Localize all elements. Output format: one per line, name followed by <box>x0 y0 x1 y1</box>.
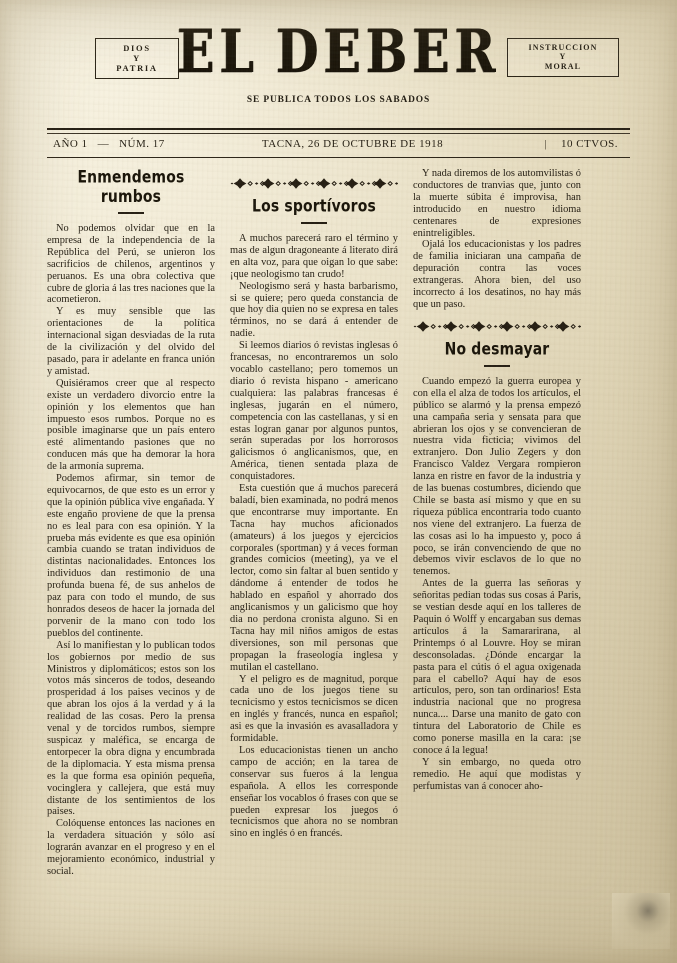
article-paragraph: Así lo manifiestan y lo publican todos los gobiernos por medio de sus Ministros y diplomáticos; estos son los votos más sinceros de todos, deseando prosperidad á los paises vecinos y de que abran los ojos á la verdad y á la realidad de las cosas. Pero la prensa venal y de torcidos rumbos, siempre suspicaz y maléfica, se encarga de entorpecer la obra digna y encumbrada de la diplomacia. Y esta misma prensa es la que forma esa opinión pequeña, vocinglera y callejera, que está muy distante de los sentimientos de los paises. <box>47 639 215 818</box>
article-paragraph: Podemos afirmar, sin temor de equivocarnos, de que esto es un error y que la opinión pública vive engañada. Y este engaño proviene de que la prensa no es leal para con esa opinión. Y la prueba más evidente es que esa opinión cambia cuando se tratan individuos de distintas nacionalidades. Entonces los individuos dan restimonio de una profunda buena fé, de sus anhelos de paz para con todo el mundo, de sus honrados deseos de hacer la jornada del porvenir de la mano con todo los pueblos del continente. <box>47 473 215 639</box>
column-1 <box>47 168 215 928</box>
article-paragraph: A muchos parecerá raro el término y mas de algun dragoneante á literato dirá en alta voz, para que oigan lo que sabe: ¡que neologismo tan crudo! <box>230 233 398 280</box>
newspaper-title <box>176 15 501 87</box>
article-paragraph: Colóquense entonces las naciones en la verdadera situación y sólo así lograrán avanzar en el progreso y en el mejoramiento económico, industrial y social. <box>47 818 215 877</box>
article-paragraph: Si leemos diarios ó revistas inglesas ó francesas, no encontraremos un solo vocablo castellano; pero tomemos un diario ó revista hispano - americano cualquiera: las palabras francesas é inglesas, jugarán en el número, competencia con las castellanas, y si en estas logran ganar por algunos puntos, serán superadas por los horrorosos galicismos ó anglicanismos, que, en América, tienen sentada plaza de conquistadores. <box>230 340 398 483</box>
dateline-bar <box>47 128 630 158</box>
ornamental-divider-icon <box>413 320 581 333</box>
dateline-rule-top <box>47 128 630 130</box>
article-title-no-desmayar: No desmayar <box>444 339 550 359</box>
article-paragraph: Y sin embargo, no queda otro remedio. He aquí que modistas y perfumistas van á conocer aho- <box>413 756 581 792</box>
motto-left-line-2: Y <box>133 53 141 64</box>
article-paragraph: Y es muy sensible que las orientaciones de la política internacional sigan desviadas de la ruta de la civilización y del olvido del pasado, para ir adelante en franca unión y amistad. <box>47 306 215 377</box>
article-paragraph: Ojalá los educacionistas y los padres de familia iniciaran una campaña de depuración contra las voces extrangeras. Ahora bien, del uso incorrecto á los desatinos, no hay más que un paso. <box>413 239 581 310</box>
title-word-1: EL <box>176 15 259 87</box>
motto-right-line-3: MORAL <box>544 61 582 71</box>
article-paragraph: Cuando empezó la guerra europea y con ella el alza de todos los artículos, el público se alarmó y la prensa empezó una campaña seria y sensata para que abrieran los ojos y se convencieran de nuestra vida ficticia; vivimos del extranjero. Don Julio Zegers y don Francisco Valdez Vergara rompieron lanza en ristre en favor de la industria y de las buenas costumbres, diciendo que Chile se basta así mismo y que en su riqueza pública encontraria todo cuanto nos viene del extranjero. La fuerza de las cosas asi lo ha impuesto y, poco á poco, se irán convenciendo de que no debemos vivir esclavos de lo que no tenemos. <box>413 375 581 578</box>
article-title-los-sportivoros: Los sportívoros <box>251 196 376 216</box>
title-underdash <box>301 222 327 224</box>
issue-price: 10 CTVOS. <box>560 137 618 150</box>
issue-place-date: TACNA, 26 DE OCTUBRE DE 1918 <box>261 137 444 150</box>
column-3 <box>413 168 581 928</box>
article-paragraph: Y el peligro es de magnitud, porque cada uno de los juegos tiene su tecnicismo y estos tecnicismos se dicen en inglés y francés, nunca en español; asi es que la invasión es avasalladora y formidable. <box>230 673 398 745</box>
article-paragraph: Los educacionistas tienen un ancho campo de acción; en la tarea de conservar sus fueros á la lengua española. A ellos les corresponde enseñar los vocablos ó frases con que se pueden expresar los juegos ó tecnicismos que ahora no se nombran sino en inglés ó en francés. <box>230 744 398 840</box>
article-columns <box>47 168 630 928</box>
article-paragraph: Neologismo será y hasta barbarismo, si se quiere; pero queda constancia de que hoy dia quien no se expresa en tales términos, no se dará á entender de nadie. <box>230 280 398 340</box>
title-word-2: DEBER <box>275 15 501 87</box>
motto-left-line-1: DIOS <box>123 43 151 53</box>
motto-left-line-3: PATRIA <box>116 63 158 74</box>
column-2 <box>230 168 398 928</box>
title-underdash <box>484 365 510 367</box>
ornamental-divider-icon <box>230 177 398 190</box>
article-paragraph: Esta cuestión que á muchos parecerá baladí, bien examinada, no podrá menos que encontrarse muy importante. En Tacna hay muchos aficionados (amateurs) á los juegos y ejercicios corporales (sportman) y á veces forman grandes comicios (meeting), ya ve el lector, como sin faltar al buen sentido y dándome á entender de todos he hablado en español y ahorrado dos anglicanismos y un galicismo que hoy dia no perdona cronista alguno. Si en Tacna hay mil niños amigos de estas diversiones, son mil personas que propagan la fraseología inglesa y mutilan el castellano. <box>230 483 398 673</box>
issue-number: NÚM. 17 <box>119 137 165 150</box>
motto-box-right <box>507 38 619 77</box>
dateline-separator: | <box>544 137 547 150</box>
motto-right-line-2: Y <box>559 52 567 62</box>
masthead <box>0 0 677 112</box>
article-paragraph: Quisiéramos creer que al respecto existe un verdadero divorcio entre la opinión y los elementos que han impuesto esos rumbos. Porque no es posible imaginarse que un país entero esté alimentando pasiones que no conducen más que ha demorar la hora de la armonía suprema. <box>47 377 215 473</box>
article-paragraph: No podemos olvidar que en la empresa de la independencia de la República del Perú, se unieron los sacrificios de chilenos, argentinos y peruanos. Es una obra colectiva que cubre de gloria á las tres naciones que la acometieron. <box>47 223 215 306</box>
issue-year: AÑO 1 <box>53 137 88 150</box>
article-paragraph: Antes de la guerra las señoras y señoritas pedian todas sus cosas á Paris, se vestian desde aquí en los talleres de Paquin ó Wolff y encargaban sus demas artículos á la Samararirana, al Printemps ó al Louvre. Hoy se miran desconsoladas. ¿Dónde encargar la pasta para el cútis ó el agua oxigenada para el cabello? Aquí hay de esos artículos, pero, son tan ordinarios! Esta industria nacional que no progresa nunca.... Darse una manito de gato con tintura del Laboratorio de Chile es como ponerse masilla en la cara: ¡se conoce á la legua! <box>413 578 581 756</box>
article-title-enmendemos-rumbos: Enmendemos rumbos <box>77 167 185 207</box>
dateline-dash: — <box>97 137 110 150</box>
masthead-subtitle: SE PUBLICA TODOS LOS SABADOS <box>246 95 431 105</box>
dateline-row <box>47 134 630 155</box>
motto-right-line-1: INSTRUCCION <box>528 43 598 52</box>
article-paragraph-continued: Y nada diremos de los automvilistas ó conductores de tranvias que, junto con la muerte súbita é improvisa, han introducido en nuestro idioma centenares de expresiones enintreligibles. <box>413 168 581 239</box>
dateline-rule-bottom <box>47 157 630 158</box>
title-underdash <box>118 212 144 214</box>
